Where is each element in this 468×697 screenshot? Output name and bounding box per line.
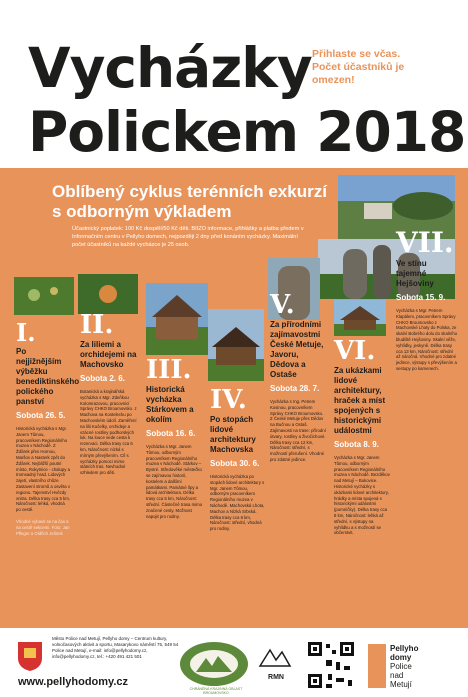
flower-photo-1 [14,277,74,315]
excursion-date: Sobota 26. 5. [16,411,66,420]
excursion-note: Vhodné vybavit se na čas a na cestě sekcemi. Foto: Jan Pfleger a Oldřich Jelínek [16,518,70,536]
excursion-3 [146,355,204,519]
excursion-description: Vycházka s Mgr. Janem Tůmou, odborným pracovníkem Regionálního muzea v Náchodě. Bezděkov nad Metují – Bukovice. Historické vycházky s ukázkami lidové architektury, hrádky a místa spojená s historickými událostmi (pomníčky). Délka trasy cca 8 km, Náročnost: lehká až střední, s výstupy na vyhlídku a s možností se občerstvit. [334,455,390,536]
partner-label-2: RMN [268,674,284,681]
excursion-number: II. [80,310,114,340]
excursion-date: Sobota 30. 6. [210,459,260,468]
excursion-description: Vycházka s Ing. Petrem Kosinou, pracovníkem Správy CHKO Broumovsko. Z České Metuje přes Dědov na Bučnou a Ostaš. Zajímavosti na trase: přírodní útvary, rostliny a živočichové. Délka trasy cca 12 km, Náročnost: střední, s možností přerušení. Vhodné pro zdatné jedince. [270,399,326,462]
chko-broumovsko-logo-icon [178,640,250,688]
excursion-date: Sobota 2. 6. [80,374,125,383]
excursion-number: VII. [396,226,454,259]
excursion-5 [270,290,326,463]
logo-line: Pellyho [390,644,419,653]
excursion-2 [80,310,138,476]
lily-photo [78,274,138,314]
logo-line: Police [390,662,412,671]
logo-line: Metují [390,680,412,689]
excursion-title: Historická vycházka Stárkovem a okolím [146,385,194,424]
pellyho-domy-logo-text [390,644,450,689]
intro-text: Účastnický poplatek: 100 Kč dospělí/50 Kč děti. BIIZO informace, přihlášky a platba předem v Informačním centru v Pellyho domech, nejpozději 2 dny před konáním vycházky. Maximální počet účastníků na každé vycházce je 25 osob. [72,226,304,248]
excursion-date: Sobota 16. 6. [146,429,196,438]
excursion-title: Za liliemi a orchidejemi na Machovsko [80,340,137,369]
excursion-date: Sobota 15. 9. [396,293,446,302]
excursion-title: Ve stínu tajemné Hejšoviny [396,259,434,288]
pellyho-domy-logo-icon [368,644,386,688]
excursion-description: Historická vycházka po stopách lidové architektury s Mgr. Janem Tůmou, odborným pracovníkem Regionálního muzea v Náchodě. Machovská Lhota, Machov a Nízká Srbská. Délka trasy cca 6 km, Náročnost: střední, vhodná pro rodiny. [210,474,265,532]
excursion-7 [396,226,458,372]
excursion-4 [210,385,268,532]
excursion-number: IV. [210,385,247,415]
excursion-title: Po nejjižnějším výběžku benediktinského polického panství [16,347,80,406]
excursion-date: Sobota 28. 7. [270,384,320,393]
excursion-title: Po stopách lidové architektury Machovska [210,415,256,454]
excursion-number: V. [270,290,295,320]
qr-code-icon[interactable] [306,640,356,690]
footer-website[interactable]: www.pellyhodomy.cz [18,676,129,688]
logo-line: nad [390,671,404,680]
title-line-2: Polickem 2018 [28,100,466,164]
excursion-description: Historická vycházka s Mgr. Janem Tůmou, pracovníkem Regionálního muzea v Náchodě. Z Žďárek přes Hornou, Maršov a Nasterk zpět do Žďárek. Nejbližší poutní místo, Rokytnice - chalupy a tromsadný hrad. Lidových zajetí, vlastního chůze. Zastavení stromů a osvěta v regionu. Tajemství Hvězdy vnitra. Délka trasy cca 5 km, Náročnost: lehká, vhodná po cestě. [16,426,70,513]
excursion-date: Sobota 8. 9. [334,440,379,449]
excursion-title: Za přírodními zajímavostmi České Metuje, Javoru, Dědova a Ostaše [270,320,324,379]
logo-line: domy [390,653,412,662]
log-cabin-photo [334,300,386,336]
excursion-description: Vycházka s Mgr. Petrem Klapálem, pracovníkem Správy CHKO Broumovsko z Machovské Lhoty do Polska, ze skalní Bobrého dolu do skalního bludiště Hejšoviny. Skalní věže, vyhlídky, jeskyně. Délka trasy cca 13 km, Náročnost: střední až náročná. Vhodné pro zdatné jedince, výstupy s převýšením a sestupy po kamenech. [396,308,458,371]
excursion-title: Za ukázkami lidové architektury, hraček a míst spojených s historickými událostmi [334,366,386,435]
intro-title: Oblíbený cyklus terénních exkurzí s odborným výkladem [52,182,327,221]
excursion-number: I. [16,318,36,347]
title-line-1: Vycházky [28,36,312,100]
wooden-cottage-photo [208,309,264,381]
rmn-logo-icon [258,644,292,674]
town-coat-of-arms-icon [16,640,44,672]
excursion-description: Vycházka s Mgr. Janem Tůmou, odborným pracovníkem Regionálního muzea v Náchodě. Stárkov – Bystré. Středověké městečko se zajímavou historií, kostelem a dalšími památkami. Památné lípy a lidová architektura. Délka trasy cca 5 km, Náročnost: střední. Částečně trasa mimo značené cesty. Možnost napojit pro rodiny. [146,444,203,519]
excursion-description: Botanická a krajinářská vycházka s Mgr. Zdeňkou Kolomrazovou, pracovnicí Správy CHKO Broumovsko. z Machova na Kostelecku po Machovském údolí. Zaměření na lilii Kučelky, orchideje a vzácné rostliny podhorských luk. Na louce vede cesta k rezervaci. Délka trasy cca 6 km, Náročnost: nízká s mírným převýšením. Cíl s vycházky pomoci mimo státních tras. Nevhodné vzhledem pro děti. [80,389,137,476]
village-house-photo [146,283,208,355]
excursion-1 [16,318,80,536]
excursion-number: III. [146,355,192,385]
excursion-6 [334,336,390,536]
excursion-number: VI. [334,336,376,366]
partner-label-1: CHRÁNĚNÁ KRAJINNÁ OBLAST BROUMOVSKO [189,687,243,695]
promo-text: Přihlaste se včas. Počet účastníků je omezen! [312,48,405,86]
footer-address: Město Police nad Metují, Pellyho domy – Centrum kultury, volnočasových aktivit a sportu, Masarykovo náměstí 75, 549 54 Police nad Metují, e-mail: info@pellyhodomy.cz, info@pellyhodomy.cz, tel.: +420 491 421 501 [52,636,179,659]
